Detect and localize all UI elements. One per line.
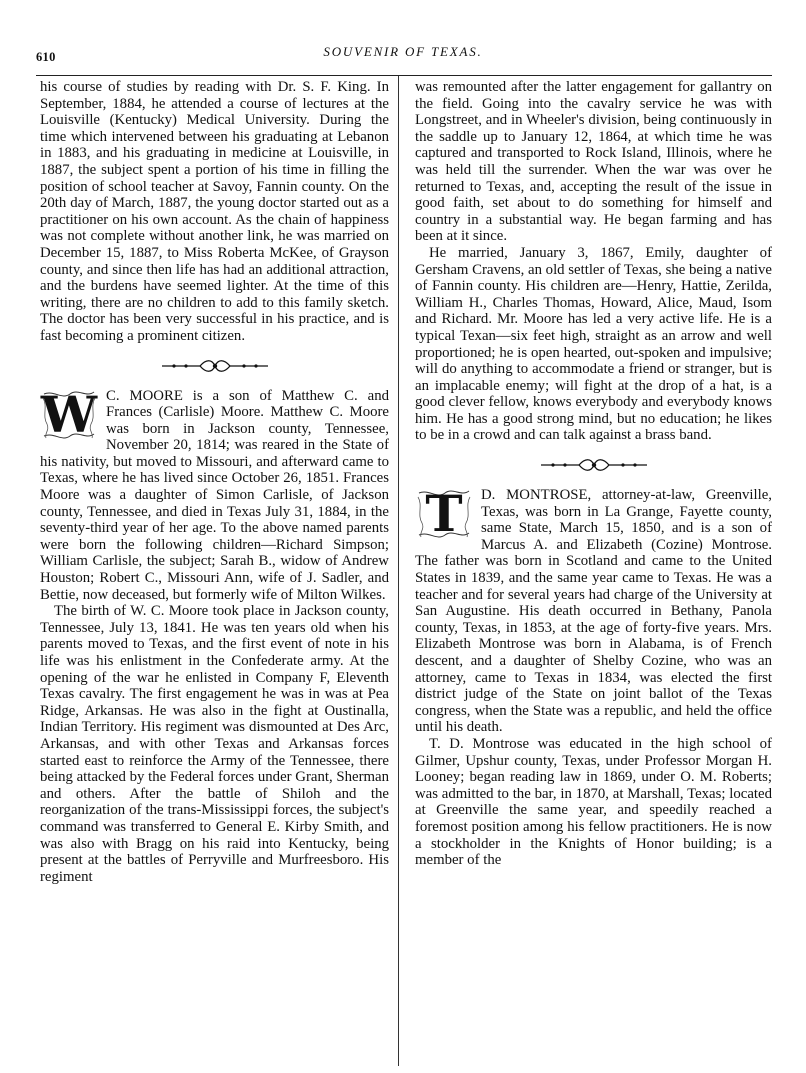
left-column <box>40 79 389 1067</box>
header-rule <box>36 75 772 76</box>
biography-moore <box>40 384 389 886</box>
biography-montrose <box>415 484 772 869</box>
page-number: 610 <box>36 50 56 64</box>
drop-cap <box>415 484 473 544</box>
montrose-paragraph-2: T. D. Montrose was educated in the high school of Gilmer, Upshur county, Texas, under Professor Morgan H. Looney; began reading law in 1869, under O. M. Roberts; was admitted to the bar, in 1870, at Marshall, Texas; located at Greenville the same year, and speedily reached a foremost position among his fellow practitioners. He is now a stockholder in the Knights of Honor building; is a member of the <box>415 735 772 869</box>
ornament-icon <box>160 359 270 373</box>
right-column <box>415 79 772 1067</box>
moore-paragraph-1: C. MOORE is a son of Matthew C. and Frances (Carlisle) Moore. Matthew C. Moore was born in Jackson county, Tennessee, November 20, 1814; was reared in the State of his nativity, but moved to Missouri, and afterward came to Texas, where he has lived since October 26, 1851. Frances Moore was a daughter of Simon Carlisle, of Jackson county, Tennessee, and died in Texas July 31, 1884, in the seventy-third year of her age. To the above named parents were born the following children—Richard Simpson; William Carlisle, the subject; Sarah B., widow of Andrew Houston; Robert C., Missouri Ann, wife of J. Sadler, and Bettie, now deceased, but formerly wife of Milton Wilkes. <box>40 387 389 603</box>
paragraph-continued: his course of studies by reading with Dr. S. F. King. In September, 1884, he attended a course of lectures at the Louisville (Kentucky) Medical University. During the time which intervened between his graduating at Lebanon in 1883, and his graduating in medicine at Louisville, in 1887, the subject spent a portion of his time in filling the position of school teacher at Savoy, Fannin county. On the 20th day of March, 1887, the young doctor started out as a practitioner on his own account. As the chain of happiness was not complete without another link, he was married on December 15, 1887, to Miss Roberta McKee, of Grayson county, and since then life has had an additional attraction, and the burdens have seemed lighter. At the time of this writing, there are no children to add to this family sketch. The doctor has been very successful in his practice, and is fast becoming a prominent citizen. <box>40 79 389 344</box>
ornament-icon <box>539 458 649 472</box>
drop-cap-letter: W <box>40 384 98 444</box>
section-ornament <box>415 458 772 472</box>
section-ornament <box>40 359 389 373</box>
moore-paragraph-3: was remounted after the latter engagement for gallantry on the field. Going into the cavalry service he was with Longstreet, and in Wheeler's division, being continuously in the saddle up to January 12, 1864, at which time he was captured and transported to Rock Island, Illinois, where he was held till the surrender. When the war was over he returned to Texas, and, accepting the result of the issue in good faith, set about to do something for himself and country in a substantial way. He began farming and has been at it since. <box>415 79 772 245</box>
page-header <box>0 0 806 80</box>
drop-cap <box>40 384 98 444</box>
moore-paragraph-2: The birth of W. C. Moore took place in Jackson county, Tennessee, July 13, 1841. He was ten years old when his parents moved to Texas, and the first event of note in his life was his enlistment in the Confederate army. At the opening of the war he enlisted in Company F, Eleventh Texas cavalry. The first engagement he was in was at Pea Ridge, Arkansas. He was also in the fight at Oustinalla, Indian Territory. His regiment was dismounted at Des Arc, Arkansas, and with other Texas and Arkansas forces started east to reinforce the Army of the Tennessee, there being attacked by the Federal forces under Grant, Sherman and others. After the battle of Shiloh and the reorganization of the trans-Mississippi forces, the subject's command was transferred to General E. Kirby Smith, and was also with Bragg on his raid into Kentucky, being present at the battles of Perryville and Murfreesboro. His regiment <box>40 603 389 885</box>
moore-paragraph-4: He married, January 3, 1867, Emily, daughter of Gersham Cravens, an old settler of Texas, she being a native of Fannin county. His children are—Henry, Hattie, Zerilda, William H., Charles Thomas, Howard, Alice, Maud, Isom and Richard. Mr. Moore has led a very active life. He is a typical Texan—six feet high, straight as an arrow and well proportioned; he is open hearted, out-spoken and impulsive; will do anything to accommodate a friend or stranger, but is an implacable enemy; will fight at the drop of a hat, is a good clever fellow, knows everybody and everybody knows him. He has a good strong mind, but no education; he likes to be in a crowd and can talk against a brass band. <box>415 244 772 444</box>
drop-cap-letter: T <box>425 484 463 544</box>
column-divider <box>398 76 399 1066</box>
montrose-paragraph-1: D. MONTROSE, attorney-at-law, Greenville, Texas, was born in La Grange, Fayette county, same State, March 15, 1850, and is a son of Marcus A. and Elizabeth (Cozine) Montrose. The father was born in Scotland and came to the United States in 1839, and the same year came to Texas. He was a teacher and for several years had charge of the University at San Augustine. His death occurred in Bethany, Panola county, Texas, in 1853, at the age of forty-five years. Mrs. Elizabeth Montrose was born in Alabama, is of French descent, and a daughter of Shelby Cozine, who was an attorney, came to Texas in 1834, was elected the first district judge of the State on joint ballot of the Texas congress, when the State was a republic, and held the office until his death. <box>415 487 772 736</box>
running-title: SOUVENIR OF TEXAS. <box>323 44 483 59</box>
